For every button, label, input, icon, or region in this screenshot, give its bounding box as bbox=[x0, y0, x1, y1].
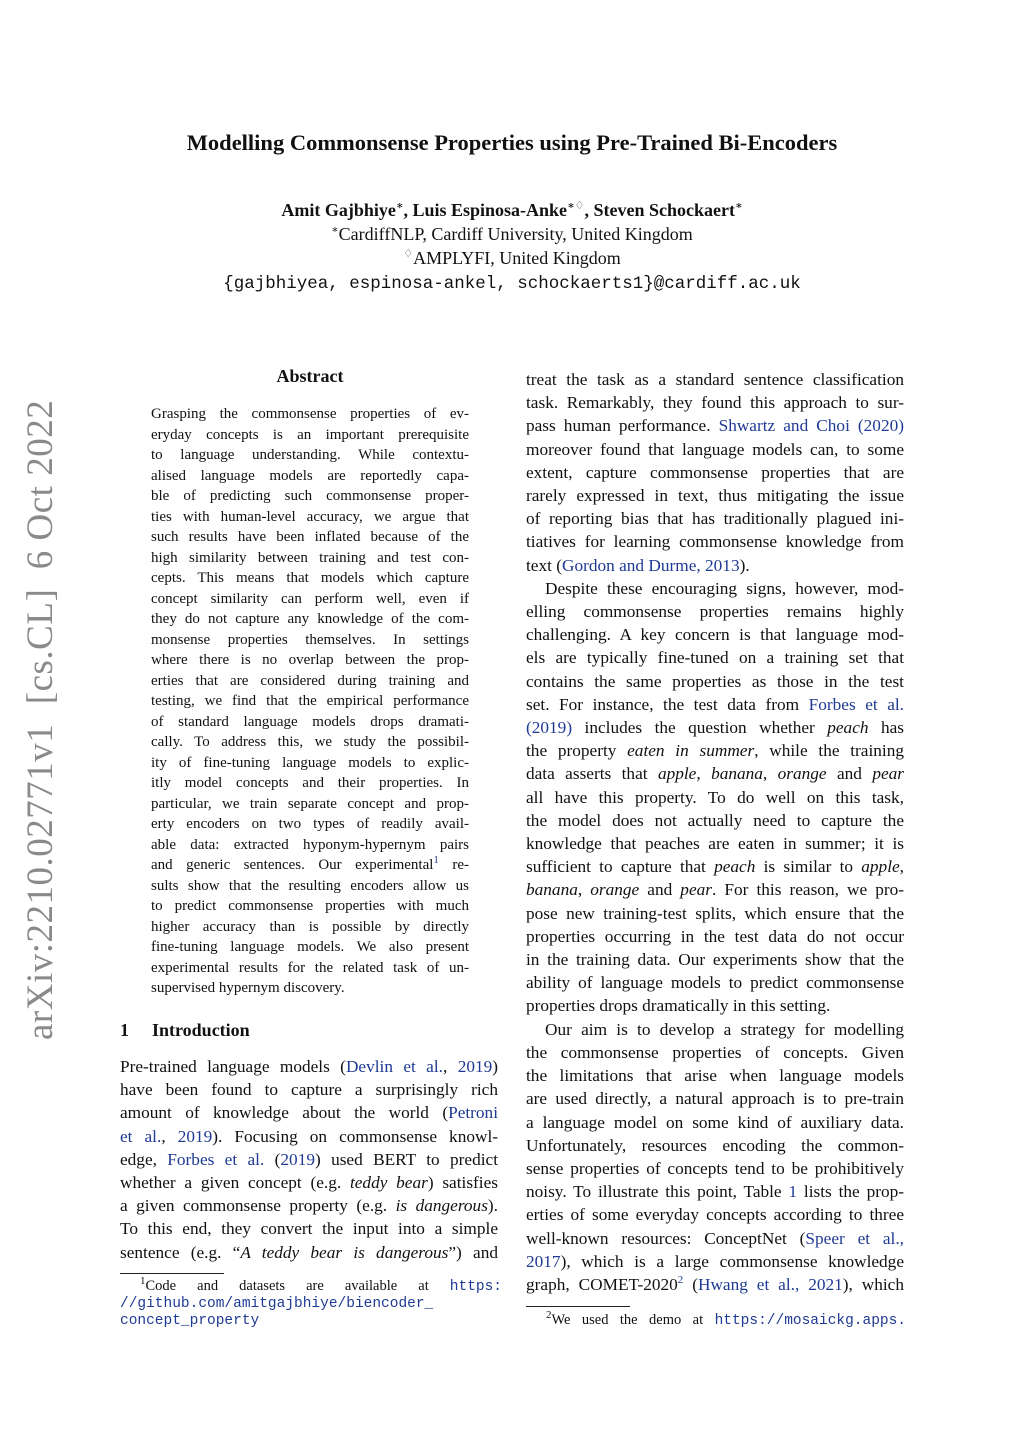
text-line: a language model on some kind of auxiliary data. bbox=[526, 1112, 904, 1132]
abstract-line: of standard language models drops dramati- bbox=[151, 713, 469, 730]
text-line: et al., 2019). Focusing on commonsense knowl- bbox=[120, 1126, 499, 1146]
abstract-line: ble of predicting such commonsense proper- bbox=[151, 488, 469, 504]
text-line: edge, Forbes et al. (2019) used BERT to predict bbox=[120, 1149, 499, 1169]
text-line: contains the same properties as those in the test bbox=[526, 671, 904, 691]
text-line: ability of language models to predict commonsense bbox=[526, 973, 904, 993]
text-line: sentence (e.g. “A teddy bear is dangerous”) and bbox=[120, 1242, 498, 1262]
text-line: the property eaten in summer, while the training bbox=[526, 741, 904, 761]
text-line: all have this property. To do well on this task, bbox=[526, 787, 904, 807]
footnote-2: $^2$We used the demo at https://mosaickg.apps. bbox=[546, 1309, 907, 1329]
citation-link[interactable]: Forbes et al. bbox=[808, 694, 904, 714]
abstract-line: monsense properties themselves. In settings bbox=[151, 631, 469, 648]
text-line: the commonsense properties of concepts. Given bbox=[526, 1042, 904, 1062]
text-line: Despite these encouraging signs, however, mod- bbox=[545, 578, 904, 598]
section-heading bbox=[120, 1020, 250, 1041]
abstract-line: supervised hypernym discovery. bbox=[151, 980, 345, 996]
footnote-rule bbox=[120, 1273, 224, 1274]
text-line: Our aim is to develop a strategy for modelling bbox=[545, 1019, 904, 1039]
abstract-line: experimental results for the related task of un- bbox=[151, 959, 469, 976]
footnote-ref[interactable]: 2 bbox=[677, 1274, 684, 1287]
affiliation-mark: ∗♢ bbox=[567, 200, 585, 212]
citation-link[interactable]: Speer et al., bbox=[805, 1228, 904, 1248]
affiliation-line bbox=[0, 224, 1024, 245]
text-line: the limitations that arise when language models bbox=[526, 1066, 904, 1086]
abstract-line: concept similarity can perform well, even if bbox=[151, 590, 469, 607]
author-name: Amit Gajbhiye bbox=[281, 200, 396, 220]
abstract-line: Grasping the commonsense properties of ev- bbox=[151, 406, 469, 422]
affiliation-line bbox=[0, 248, 1024, 269]
abstract-line: particular, we train separate concept and prop- bbox=[151, 795, 469, 812]
text-line: in the training data. Our experiments show that the bbox=[526, 950, 904, 970]
right-column-text bbox=[526, 368, 904, 1296]
text-line: pose new training-test splits, which ensure that the bbox=[526, 903, 904, 923]
author-emails: {gajbhiyea, espinosa-ankel, schockaerts1}@cardiff.ac.uk bbox=[223, 274, 801, 294]
abstract-line-tail: re- bbox=[438, 857, 469, 873]
text-line: Pre-trained language models (Devlin et al., 2019) bbox=[120, 1057, 499, 1076]
affiliation-text: AMPLYFI, United Kingdom bbox=[413, 248, 621, 268]
abstract-line: fine-tuning language models. We also present bbox=[151, 939, 469, 955]
citation-link[interactable]: 2019 bbox=[280, 1149, 315, 1169]
footnote-mark: 1 bbox=[140, 1275, 146, 1288]
text-line: sufficient to capture that peach is similar to apple, bbox=[526, 857, 904, 877]
abstract-line: sults show that the resulting encoders allow us bbox=[151, 877, 469, 894]
text-line: rarely expressed in text, thus mitigating the issue bbox=[526, 486, 904, 506]
author-list: Amit Gajbhiye∗, Luis Espinosa-Anke∗♢, Steven Schockaert∗ bbox=[281, 200, 743, 220]
text-line: tiatives for learning commonsense knowledge from bbox=[526, 532, 904, 552]
text-line: elling commonsense properties remains highly bbox=[526, 602, 904, 622]
text-line: 2017), which is a large commonsense knowledge bbox=[526, 1251, 904, 1271]
text-line: of reporting bias that has traditionally plagued ini- bbox=[526, 509, 904, 529]
text-line: challenging. A key concern is that language mod- bbox=[526, 625, 904, 645]
citation-link[interactable]: Shwartz and Choi (2020) bbox=[718, 416, 904, 436]
affiliation-mark: ♢ bbox=[403, 248, 414, 260]
abstract-line: itly model concepts and their properties. In bbox=[151, 775, 469, 791]
text-line: data asserts that apple, banana, orange and pear bbox=[526, 764, 905, 784]
text-line: properties occurring in the test data do not occur bbox=[526, 926, 904, 946]
abstract-line: ity of fine-tuning language models to explic- bbox=[151, 754, 469, 771]
text-line: whether a given concept (e.g. teddy bear) satisfies bbox=[120, 1173, 498, 1193]
text-line: moreover found that language models can, to some bbox=[526, 439, 904, 459]
abstract-line: alised language models are reportedly capa- bbox=[151, 467, 469, 484]
section-title: Introduction bbox=[152, 1020, 250, 1040]
footnote-1: $^1$Code and datasets are available at https: //github.com/amitgajbhiye/biencoder_ concept_property bbox=[120, 1275, 503, 1329]
text-line: task. Remarkably, they found this approach to sur- bbox=[526, 393, 904, 413]
abstract-line: erty encoders on two types of readily avail- bbox=[151, 816, 469, 832]
citation-link[interactable]: Devlin et al. bbox=[345, 1057, 443, 1076]
abstract-line: testing, we find that the empirical performance bbox=[151, 693, 469, 709]
abstract-body bbox=[151, 404, 469, 999]
footnote-url[interactable]: https: bbox=[449, 1279, 503, 1295]
abstract-line: to predict commonsense properties with much bbox=[151, 898, 469, 914]
abstract-line bbox=[151, 855, 469, 876]
abstract-line: cally. To address this, we study the possibil- bbox=[151, 734, 469, 750]
text-line: the model does not actually need to capture the bbox=[526, 810, 904, 830]
citation-link[interactable]: Gordon and Durme, 2013 bbox=[562, 555, 740, 575]
text-line: properties drops dramatically in this setting. bbox=[526, 996, 831, 1016]
text-line: knowledge that peaches are eaten in summer; it is bbox=[526, 834, 904, 854]
abstract-line-text: and generic sentences. Our experimental bbox=[151, 857, 434, 873]
footnote-url[interactable]: concept_property bbox=[120, 1313, 260, 1329]
citation-link[interactable]: et al. bbox=[120, 1126, 162, 1146]
text-line: sense properties of concepts tend to be prohibitively bbox=[526, 1158, 904, 1178]
text-line: To this end, they convert the input into a simple bbox=[120, 1219, 498, 1239]
footnote-url[interactable]: https://mosaickg.apps. bbox=[714, 1313, 907, 1329]
text-line: graph, COMET-2020$^2$ (Hwang et al., 2021), which bbox=[526, 1274, 904, 1294]
text-line: set. For instance, the test data from Forbes et al. bbox=[526, 694, 904, 714]
footnote-url[interactable]: //github.com/amitgajbhiye/biencoder_ bbox=[120, 1296, 434, 1312]
text-line: extent, capture commonsense properties that are bbox=[526, 462, 904, 482]
paper-title: Modelling Commonsense Properties using Pre-Trained Bi-Encoders bbox=[186, 130, 838, 155]
section-number: 1 bbox=[120, 1020, 129, 1040]
abstract-line: to language understanding. While contextu- bbox=[151, 447, 469, 463]
citation-link[interactable]: 2017 bbox=[526, 1251, 561, 1271]
affiliation-mark: ∗ bbox=[395, 200, 404, 212]
text-line: erties of some everyday concepts according to three bbox=[526, 1205, 904, 1225]
abstract-heading: Abstract bbox=[276, 366, 344, 386]
citation-link[interactable]: 2019 bbox=[457, 1057, 493, 1076]
author-name: Steven Schockaert bbox=[593, 200, 736, 220]
affiliation-text: CardiffNLP, Cardiff University, United Kingdom bbox=[338, 224, 693, 244]
text-line: amount of knowledge about the world (Petroni bbox=[120, 1103, 498, 1123]
citation-link[interactable]: Forbes et al. bbox=[167, 1149, 265, 1169]
text-line: well-known resources: ConceptNet (Speer et al., bbox=[526, 1228, 904, 1248]
abstract-line: higher accuracy than is possible by directly bbox=[151, 918, 469, 935]
text-line: have been found to capture a surprisingly rich bbox=[120, 1080, 498, 1100]
text-line: are used directly, a natural approach is to pre-train bbox=[526, 1089, 904, 1109]
citation-link[interactable]: Petroni bbox=[448, 1103, 498, 1123]
text-line: noisy. To illustrate this point, Table 1 lists the prop- bbox=[526, 1182, 904, 1202]
text-line: treat the task as a standard sentence classification bbox=[526, 370, 904, 389]
citation-link[interactable]: Hwang et al., 2021 bbox=[697, 1274, 843, 1294]
footnote-ref[interactable]: 1 bbox=[433, 854, 439, 866]
abstract-line: erties that are considered during training and bbox=[151, 672, 469, 689]
abstract-line: ties with human-level accuracy, we argue that bbox=[151, 508, 469, 525]
author-name: Luis Espinosa-Anke bbox=[412, 200, 568, 220]
text-line: text (Gordon and Durme, 2013). bbox=[526, 555, 750, 575]
abstract-line: they do not capture any knowledge of the com- bbox=[151, 611, 469, 627]
footnote-mark: 2 bbox=[546, 1309, 552, 1322]
arxiv-stamp: arXiv:2210.02771v1 [cs.CL] 6 Oct 2022 bbox=[20, 399, 61, 1040]
text-line: (2019) includes the question whether peach has bbox=[526, 718, 904, 738]
affiliation-mark: ∗ bbox=[331, 224, 339, 236]
footnote-rule bbox=[526, 1306, 630, 1307]
text-line: a given commonsense property (e.g. is dangerous). bbox=[120, 1196, 498, 1216]
citation-link[interactable]: 2019 bbox=[177, 1126, 213, 1146]
left-column-text bbox=[120, 1055, 498, 1264]
text-line: els are typically fine-tuned on a training set that bbox=[526, 648, 904, 668]
abstract-line: where there is no overlap between the prop- bbox=[151, 652, 469, 668]
table-ref-link[interactable]: 1 bbox=[788, 1182, 798, 1202]
abstract-line: cepts. This means that models which capture bbox=[151, 570, 469, 586]
affiliation-mark: ∗ bbox=[735, 200, 743, 212]
text-line: banana, orange and pear. For this reason, we pro- bbox=[526, 880, 904, 900]
abstract-line: such results have been inflated because of the bbox=[151, 529, 469, 545]
citation-link[interactable]: (2019) bbox=[526, 718, 573, 738]
abstract-line: eryday concepts is an important prerequisite bbox=[151, 426, 469, 443]
abstract-line: able data: extracted hyponym-hypernym pairs bbox=[151, 836, 469, 853]
text-line: Unfortunately, resources encoding the common- bbox=[526, 1135, 904, 1155]
abstract-line: high similarity between training and test con- bbox=[151, 549, 469, 566]
text-line: pass human performance. Shwartz and Choi (2020) bbox=[526, 416, 904, 436]
